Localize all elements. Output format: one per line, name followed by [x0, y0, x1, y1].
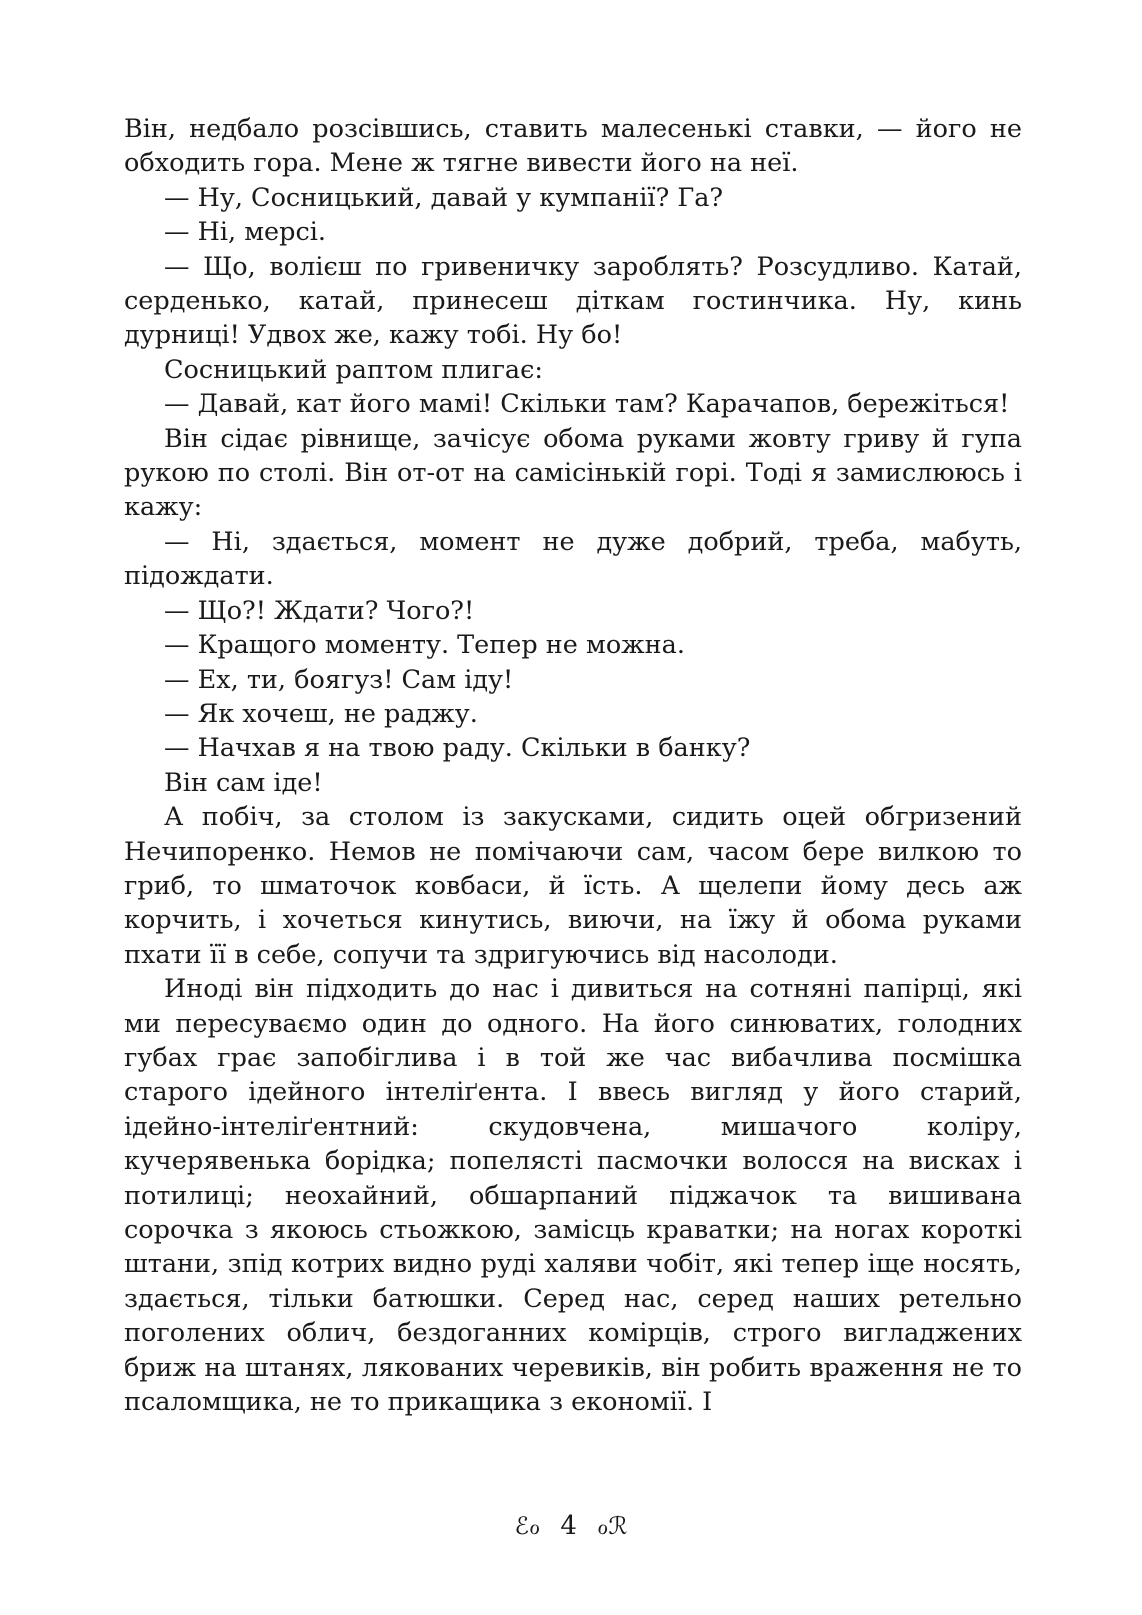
- paragraph-4: — Що, волієш по гривеничку зароблять? Розсудливо. Катай, серденько, катай, принесеш діткам гостинчика. Ну, кинь дурниці! Удвох же, кажу тобі. Ну бо!: [124, 251, 1022, 351]
- paragraph-2: — Ну, Сосницький, давай у кумпанії? Га?: [164, 182, 724, 213]
- paragraph-7: Він сідає рівнище, зачісує обома руками жовту гриву й гупа рукою по столі. Він от-от на самісінькій горі. Тоді я замислююсь і кажу:: [124, 423, 1022, 523]
- paragraph-16: Иноді він підходить до нас і дивиться на сотняні папірці, які ми пересуваємо один до одного. На його синюватих, голодних губах грає запобіглива і в той же час вибачлива посмішка старого ідейного інтеліґента. І ввесь вигляд у його старий, ідейно-інтеліґентний: скудовчена, мишачого коліру, кучерявенька борідка; попелясті пасмочки волосся на висках і потилиці; неохайний, обшарпаний піджачок та вишивана сорочка з якоюсь стьожкою, замісць краватки; на ногах короткі штани, зпід котрих видно руді халяви чобіт, які тепер іще носять, здається, тільки батюшки. Серед нас, серед наших ретельно поголених облич, бездоганних комірців, строго вигладжених бриж на штанях, лякованих черевиків, він робить враження не то псаломщика, не то прикащика з економії. І: [124, 974, 1022, 1418]
- paragraph-15: А побіч, за столом із закусками, сидить оцей обгризений Нечипоренко. Немов не помічаючи сам, часом бере вилкою то гриб, то шматочок ковбаси, й їсть. А щелепи йому десь аж корчить, і хочеться кинутись, виючи, на їжу й обома руками пхати її в себе, сопучи та здригуючись від насолоди.: [124, 802, 1022, 970]
- paragraph-8: — Ні, здається, момент не дуже добрий, треба, мабуть, підождати.: [124, 526, 1022, 592]
- page-footer: [0, 1508, 1142, 1543]
- paragraph-11: — Ех, ти, боягуз! Сам іду!: [164, 664, 514, 695]
- paragraph-12: — Як хочеш, не раджу.: [164, 698, 478, 729]
- ornament-right-icon: ℴℛ: [597, 1512, 628, 1540]
- paragraph-13: — Начхав я на твою раду. Скільки в банку?: [164, 733, 751, 764]
- paragraph-3: — Ні, мерсі.: [164, 217, 327, 248]
- page-number: 4: [560, 1511, 577, 1541]
- paragraph-10: — Кращого моменту. Тепер не можна.: [164, 630, 685, 661]
- ornament-left-icon: ℰℴ: [514, 1512, 541, 1540]
- paragraph-14: Він сам іде!: [164, 767, 323, 798]
- paragraph-1: Він, недбало розсівшись, ставить малесенькі ставки, — його не обходить гора. Мене ж тягне вивести його на неї.: [124, 114, 1022, 179]
- paragraph-6: — Давай, кат його мамі! Скільки там? Карачапов, бережіться!: [164, 389, 1010, 420]
- paragraph-9: — Що?! Ждати? Чого?!: [164, 595, 475, 626]
- paragraph-5: Сосницький раптом плигає:: [164, 354, 544, 385]
- page-body: [124, 112, 1022, 1419]
